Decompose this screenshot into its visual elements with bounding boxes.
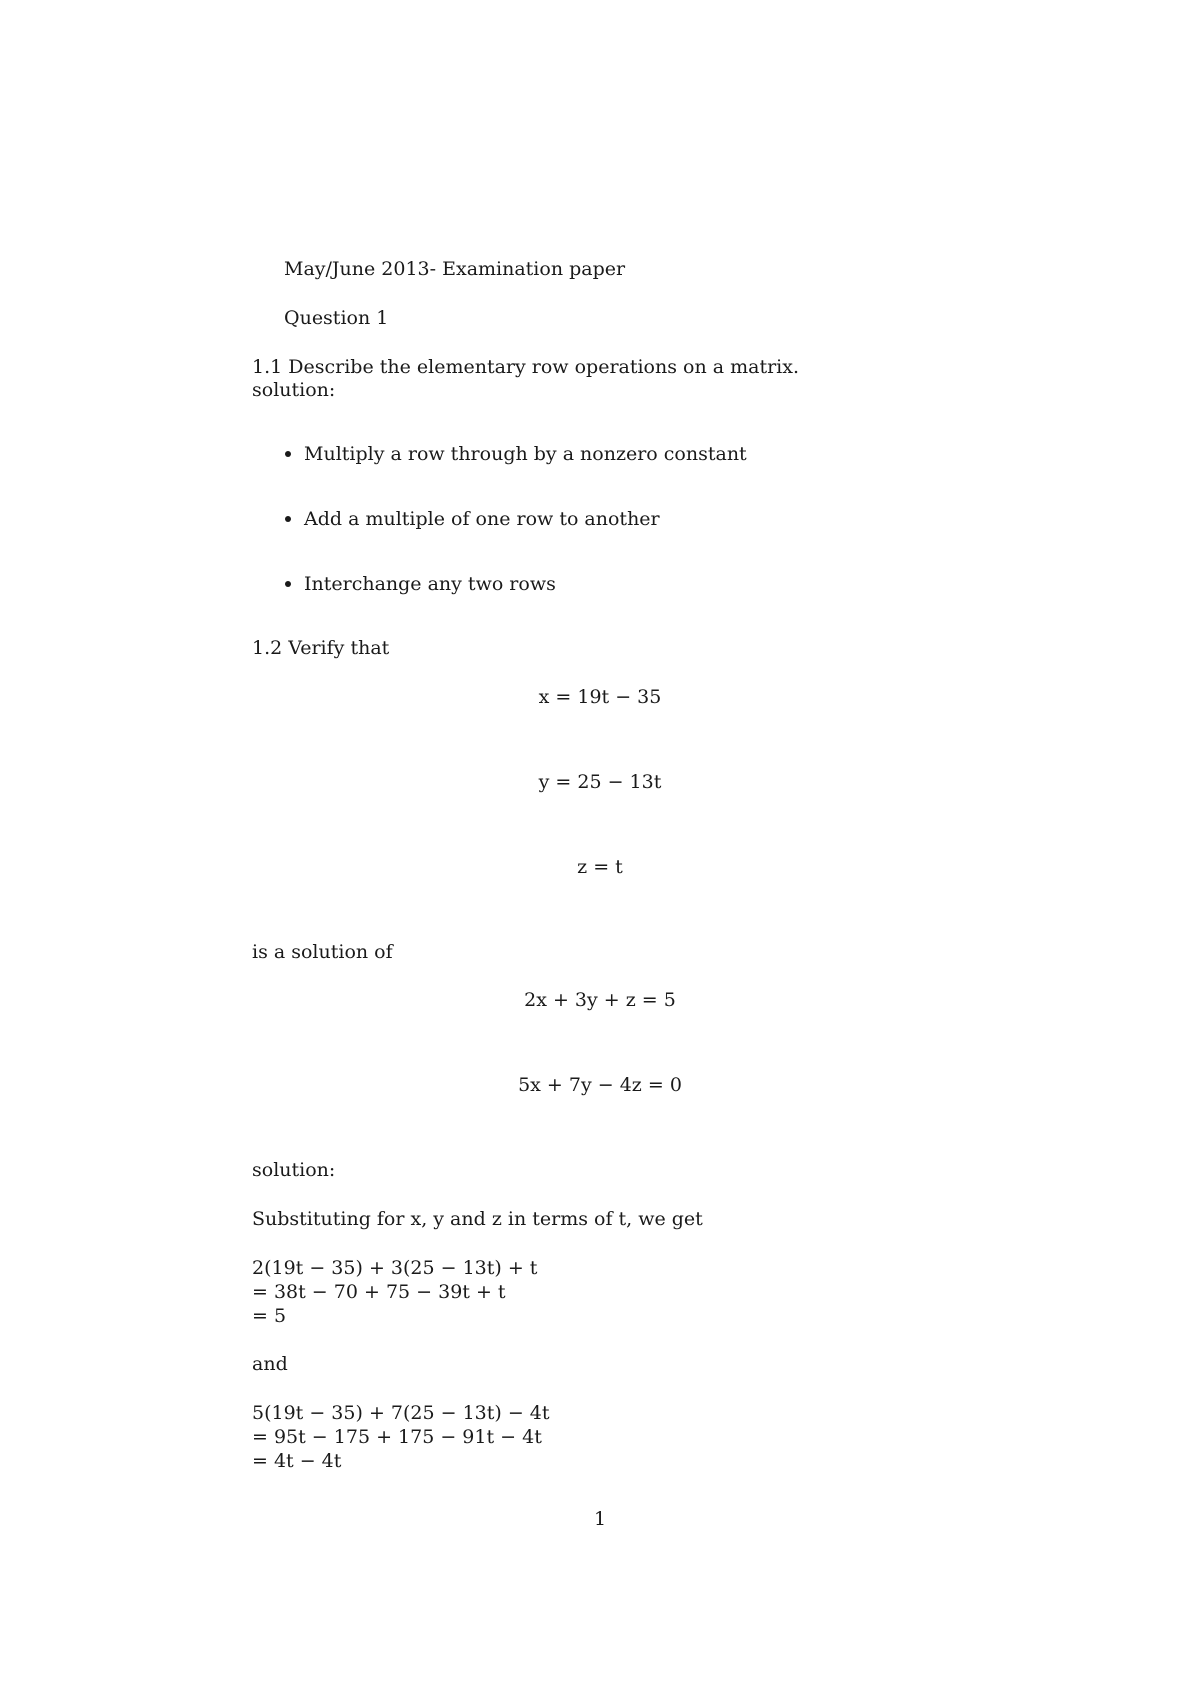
q1-2-solution-label: solution: — [252, 1159, 336, 1181]
q1-1-solution-label: solution: — [252, 379, 336, 401]
substituting-text: Substituting for x, y and z in terms of t, we get — [252, 1208, 703, 1230]
equation-z: z = t — [577, 856, 623, 878]
is-solution-of-text: is a solution of — [252, 941, 393, 963]
work2-line: = 95t − 175 + 175 − 91t − 4t — [252, 1426, 542, 1448]
system-equation-1: 2x + 3y + z = 5 — [524, 989, 676, 1011]
system-equation-2: 5x + 7y − 4z = 0 — [518, 1074, 682, 1096]
bullet-item: Add a multiple of one row to another — [304, 508, 660, 530]
work2-line: 5(19t − 35) + 7(25 − 13t) − 4t — [252, 1402, 550, 1424]
work2-line: = 4t − 4t — [252, 1450, 342, 1472]
page-number: 1 — [593, 1508, 607, 1530]
bullet-icon — [285, 451, 291, 457]
equation-y: y = 25 − 13t — [538, 771, 662, 793]
document-title: May/June 2013- Examination paper — [284, 258, 626, 280]
equation-x: x = 19t − 35 — [538, 686, 662, 708]
and-text: and — [252, 1353, 288, 1375]
bullet-icon — [285, 516, 291, 522]
bullet-item: Multiply a row through by a nonzero constant — [304, 443, 747, 465]
bullet-icon — [285, 581, 291, 587]
bullet-item: Interchange any two rows — [304, 573, 556, 595]
q1-1-prompt: 1.1 Describe the elementary row operations on a matrix. — [252, 356, 800, 378]
question-heading: Question 1 — [284, 307, 389, 329]
work1-line: = 38t − 70 + 75 − 39t + t — [252, 1281, 506, 1303]
q1-2-prompt: 1.2 Verify that — [252, 637, 390, 659]
work1-line: = 5 — [252, 1305, 287, 1327]
work1-line: 2(19t − 35) + 3(25 − 13t) + t — [252, 1257, 538, 1279]
